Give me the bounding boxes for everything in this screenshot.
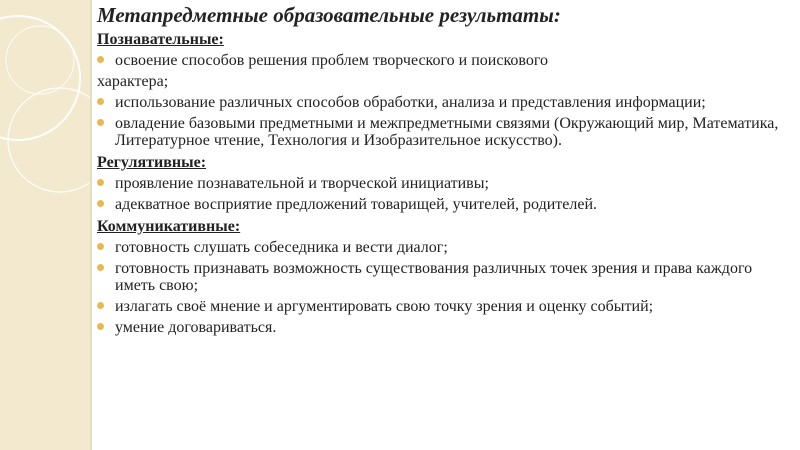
item-text: излагать своё мнение и аргументировать свою точку зрения и оценку событий;	[115, 298, 654, 315]
heading-communicative: Коммуникативные:	[97, 218, 241, 235]
list-regulatory	[95, 175, 795, 213]
list-item	[95, 52, 795, 69]
list-item	[95, 260, 795, 294]
slide-title: Метапредметные образовательные результаты:	[97, 3, 561, 27]
list-item	[95, 319, 795, 336]
item-text: овладение базовыми предметными и межпредметными связями (Окружающий мир, Математика, Литературное чтение, Технология и Изобразительное искусство).	[115, 115, 779, 149]
item-text: готовность слушать собеседника и вести диалог;	[115, 239, 448, 256]
bullet-icon	[97, 56, 104, 63]
item-text: освоение способов решения проблем творческого и поискового	[115, 52, 549, 69]
bullet-icon	[97, 243, 104, 250]
item-text: адекватное восприятие предложений товарищей, учителей, родителей.	[115, 196, 598, 213]
item-text: использование различных способов обработки, анализа и представления информации;	[115, 94, 706, 111]
decorative-side-panel	[0, 0, 90, 450]
list-cognitive-rest	[95, 94, 795, 149]
bullet-icon	[97, 119, 104, 126]
bullet-icon	[97, 302, 104, 309]
list-item	[95, 115, 795, 149]
bullet-icon	[97, 323, 104, 330]
list-item	[95, 298, 795, 315]
panel-divider	[90, 0, 92, 450]
list-item	[95, 239, 795, 256]
heading-cognitive: Познавательные:	[97, 31, 224, 48]
list-communicative	[95, 239, 795, 336]
bullet-icon	[97, 98, 104, 105]
item-text: проявление познавательной и творческой инициативы;	[115, 175, 489, 192]
heading-regulatory: Регулятивные:	[97, 154, 207, 171]
bullet-icon	[97, 264, 104, 271]
list-item	[95, 94, 795, 111]
item-text: умение договариваться.	[115, 319, 277, 336]
bullet-icon	[97, 200, 104, 207]
list-item	[95, 196, 795, 213]
list-item	[95, 175, 795, 192]
slide-content	[95, 2, 795, 340]
item-continuation: характера;	[97, 73, 169, 90]
item-text: готовность признавать возможность существования различных точек зрения и права каждого иметь свою;	[115, 260, 753, 294]
list-cognitive	[95, 52, 795, 69]
bullet-icon	[97, 179, 104, 186]
decorative-circles	[0, 0, 90, 450]
